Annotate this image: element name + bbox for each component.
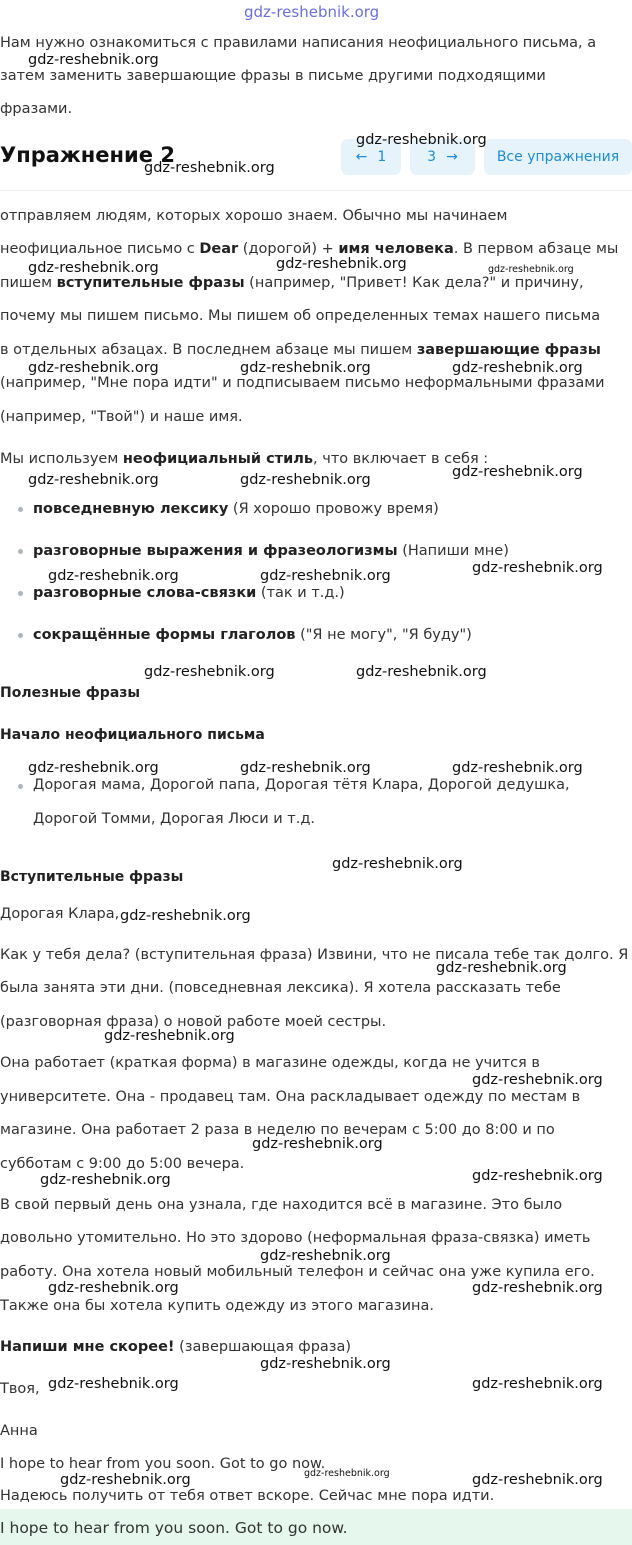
watermark: gdz-reshebnik.org — [48, 568, 179, 584]
all-exercises-label: Все упражнения — [496, 149, 620, 165]
watermark: gdz-reshebnik.org — [48, 1376, 179, 1392]
header-divider — [0, 190, 632, 191]
list-item: повседневную лексику (Я хорошо провожу время) — [33, 501, 439, 517]
para1-line-3: пишем вступительные фразы (например, "Привет! Как дела?" и причину, — [0, 275, 584, 291]
bullet-icon — [18, 784, 23, 789]
bullet-icon — [18, 591, 23, 596]
letter-start-line-1: Дорогая мама, Дорогой папа, Дорогая тётя Клара, Дорогой дедушка, — [33, 777, 570, 793]
para1-line-6: (например, "Мне пора идти" и подписываем письмо неформальными фразами — [0, 375, 605, 391]
watermark: gdz-reshebnik.org — [240, 360, 371, 376]
watermark: gdz-reshebnik.org — [452, 464, 583, 480]
list-item: разговорные слова-связки (так и т.д.) — [33, 585, 345, 601]
watermark: gdz-reshebnik.org — [472, 1072, 603, 1088]
letter-closing: Напиши мне скорее! (завершающая фраза) — [0, 1339, 352, 1355]
exercise-title: Упражнение 2 — [0, 143, 175, 167]
prev-exercise-label: 1 — [377, 149, 387, 165]
answer-text: I hope to hear from you soon. Got to go now. — [0, 1519, 348, 1537]
watermark: gdz-reshebnik.org — [488, 264, 574, 275]
watermark: gdz-reshebnik.org — [304, 1468, 390, 1479]
watermark: gdz-reshebnik.org — [144, 664, 275, 680]
watermark: gdz-reshebnik.org — [120, 908, 251, 924]
arrow-right-icon: → — [446, 149, 458, 165]
watermark: gdz-reshebnik.org — [48, 1280, 179, 1296]
watermark: gdz-reshebnik.org — [436, 960, 567, 976]
watermark: gdz-reshebnik.org — [28, 260, 159, 276]
watermark: gdz-reshebnik.org — [28, 472, 159, 488]
watermark: gdz-reshebnik.org — [472, 1168, 603, 1184]
watermark: gdz-reshebnik.org — [472, 1376, 603, 1392]
bullet-icon — [18, 633, 23, 638]
watermark: gdz-reshebnik.org — [40, 1172, 171, 1188]
watermark: gdz-reshebnik.org — [472, 1280, 603, 1296]
intro-line-1: Нам нужно ознакомиться с правилами написания неофициального письма, а — [0, 35, 597, 51]
list-item: сокращённые формы глаголов ("Я не могу", "Я буду") — [33, 627, 472, 643]
watermark: gdz-reshebnik.org — [260, 1356, 391, 1372]
watermark: gdz-reshebnik.org — [104, 1028, 235, 1044]
watermark: gdz-reshebnik.org — [252, 1136, 383, 1152]
watermark: gdz-reshebnik.org — [240, 472, 371, 488]
letter-p1-line-3: (разговорная фраза) о новой работе моей сестры. — [0, 1014, 387, 1030]
watermark: gdz-reshebnik.org — [332, 856, 463, 872]
letter-p1-line-1: Как у тебя дела? (вступительная фраза) Извини, что не писала тебе так долго. Я — [0, 947, 629, 963]
letter-p2-line-3: магазине. Она работает 2 раза в неделю по вечерам с 5:00 до 8:00 и по — [0, 1122, 555, 1138]
useful-phrases-heading: Полезные фразы — [0, 685, 141, 701]
watermark: gdz-reshebnik.org — [260, 568, 391, 584]
arrow-left-icon: ← — [355, 149, 368, 165]
letter-start-line-2: Дорогой Томми, Дорогая Люси и т.д. — [33, 811, 315, 827]
watermark: gdz-reshebnik.org — [472, 1472, 603, 1488]
intro-line-3: фразами. — [0, 101, 73, 117]
list-item: разговорные выражения и фразеологизмы (Напиши мне) — [33, 543, 509, 559]
watermark: gdz-reshebnik.org — [452, 760, 583, 776]
watermark: gdz-reshebnik.org — [28, 760, 159, 776]
letter-greeting: Дорогая Клара, — [0, 906, 120, 922]
watermark: gdz-reshebnik.org — [472, 560, 603, 576]
all-exercises-button[interactable] — [484, 139, 632, 175]
para1-line-4: почему мы пишем письмо. Мы пишем об определенных темах нашего письма — [0, 308, 601, 324]
watermark: gdz-reshebnik.org — [356, 664, 487, 680]
letter-start-heading: Начало неофициального письма — [0, 727, 265, 743]
watermark: gdz-reshebnik.org — [260, 1248, 391, 1264]
next-exercise-label: 3 — [427, 149, 437, 165]
watermark: gdz-reshebnik.org — [144, 160, 275, 176]
letter-p3-line-2: довольно утомительно. Но это здорово (неформальная фраза-связка) иметь — [0, 1230, 591, 1246]
letter-name: Анна — [0, 1423, 38, 1439]
letter-p3-line-4: Также она бы хотела купить одежду из этого магазина. — [0, 1298, 435, 1314]
para1-line-1: отправляем людям, которых хорошо знаем. Обычно мы начинаем — [0, 208, 508, 224]
bullet-icon — [18, 549, 23, 554]
bullet-icon — [18, 507, 23, 512]
letter-p2-line-4: субботам с 9:00 до 5:00 вечера. — [0, 1156, 245, 1172]
watermark: gdz-reshebnik.org — [60, 1472, 191, 1488]
intro-phrases-heading: Вступительные фразы — [0, 869, 184, 885]
para1-line-5: в отдельных абзацах. В последнем абзаце мы пишем завершающие фразы — [0, 342, 601, 358]
letter-english-line: I hope to hear from you soon. Got to go now. — [0, 1456, 326, 1472]
watermark: gdz-reshebnik.org — [452, 360, 583, 376]
intro-line-2: затем заменить завершающие фразы в письме другими подходящими — [0, 68, 546, 84]
watermark: gdz-reshebnik.org — [28, 52, 159, 68]
letter-p3-line-1: В свой первый день она узнала, где находится всё в магазине. Это было — [0, 1197, 563, 1213]
watermark: gdz-reshebnik.org — [28, 360, 159, 376]
letter-russian-line: Надеюсь получить от тебя ответ вскоре. Сейчас мне пора идти. — [0, 1488, 495, 1504]
para1-line-2: неофициальное письмо с Dear (дорогой) + имя человека. В первом абзаце мы — [0, 241, 619, 257]
para1-line-7: (например, "Твой") и наше имя. — [0, 409, 243, 425]
style-lead: Мы используем неофициальный стиль, что включает в себя : — [0, 451, 489, 467]
watermark: gdz-reshebnik.org — [356, 132, 487, 148]
watermark: gdz-reshebnik.org — [240, 760, 371, 776]
letter-p3-line-3: работу. Она хотела новый мобильный телефон и сейчас она уже купила его. — [0, 1264, 595, 1280]
site-watermark: gdz-reshebnik.org — [244, 3, 380, 21]
letter-p1-line-2: была занята эти дни. (повседневная лексика). Я хотела рассказать тебе — [0, 980, 561, 996]
letter-p2-line-2: университете. Она - продавец там. Она раскладывает одежду по местам в — [0, 1089, 581, 1105]
letter-sign-off: Твоя, — [0, 1381, 40, 1397]
watermark: gdz-reshebnik.org — [276, 256, 407, 272]
letter-p2-line-1: Она работает (краткая форма) в магазине одежды, когда не учится в — [0, 1055, 540, 1071]
